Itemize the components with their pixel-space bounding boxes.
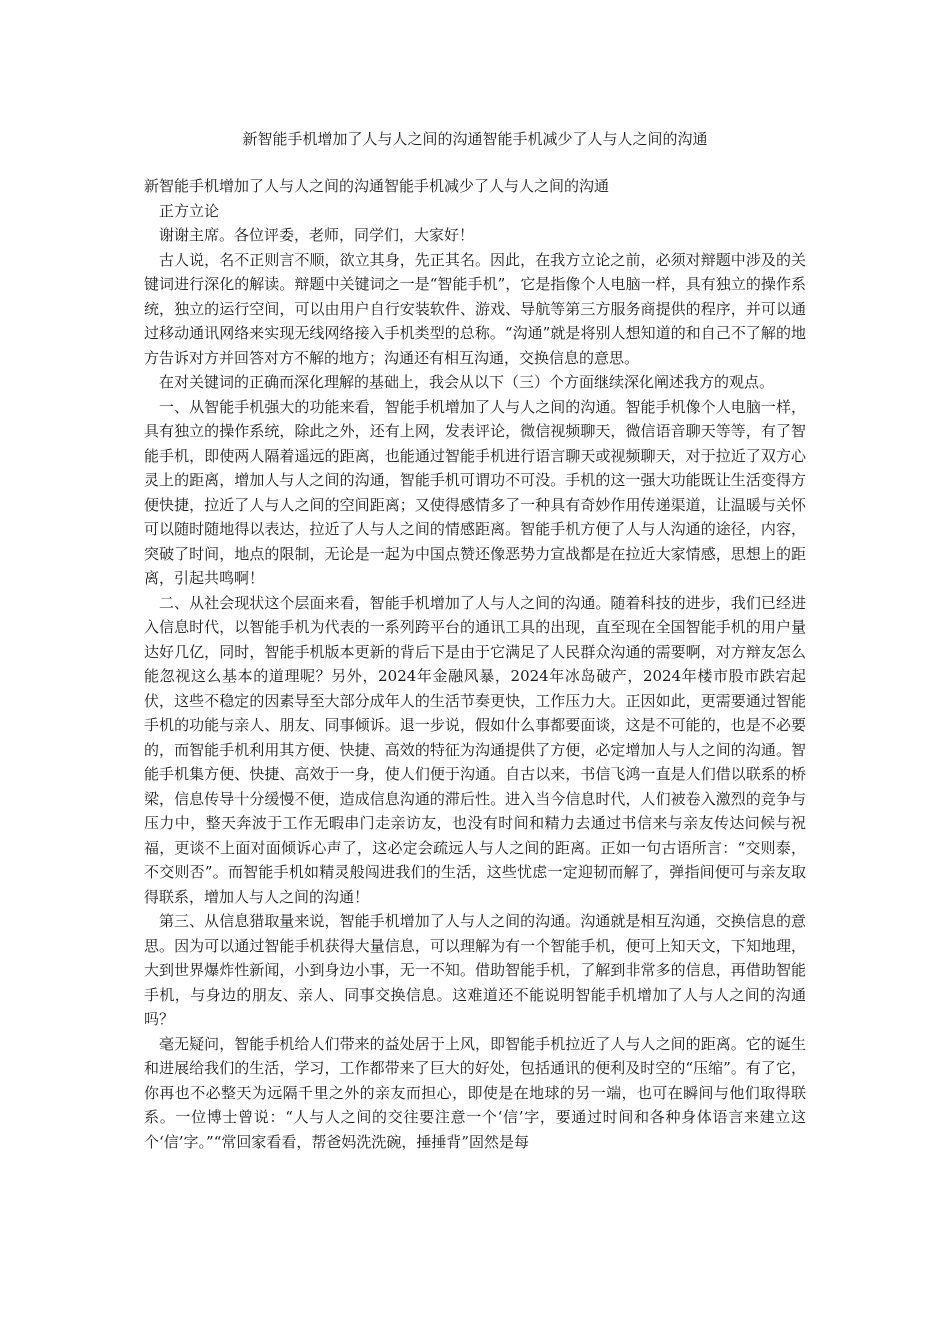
- paragraph-point-one: 一、从智能手机强大的功能来看，智能手机增加了人与人之间的沟通。智能手机像个人电脑一样，具有独立的操作系统，除此之外，还有上网，发表评论，微信视频聊天，微信语音聊天等等，有了智能手机，即使两人隔着遥远的距离，也能通过智能手机进行语言聊天或视频聊天，对于拉近了双方心灵上的距离，增加人与人之间的沟通，智能手机可谓功不可没。手机的这一强大功能既让生活变得方便快捷，拉近了人与人之间的空间距离；又使得感情多了一种具有奇妙作用传递渠道，让温暖与关怀可以随时随地得以表达，拉近了人与人之间的情感距离。智能手机方便了人与人沟通的途径，内容，突破了时间，地点的限制，无论是一起为中国点赞还像恶势力宣战都是在拉近大家情感，思想上的距离，引起共鸣啊！: [144, 397, 806, 587]
- document-body: [144, 174, 806, 1154]
- paragraph-point-three: 第三、从信息猎取量来说，智能手机增加了人与人之间的沟通。沟通就是相互沟通，交换信息的意思。因为可以通过智能手机获得大量信息，可以理解为有一个智能手机，便可上知天文，下知地理，大到世界爆炸性新闻，小到身边小事，无一不知。借助智能手机，了解到非常多的信息，再借助智能手机，与身边的朋友、亲人、同事交换信息。这难道还不能说明智能手机增加了人与人之间的沟通吗？: [144, 912, 806, 1028]
- page-title: 新智能手机增加了人与人之间的沟通智能手机减少了人与人之间的沟通: [242, 130, 708, 148]
- document-heading: 新智能手机增加了人与人之间的沟通智能手机减少了人与人之间的沟通: [144, 177, 610, 195]
- paragraph-point-two: 二、从社会现状这个层面来看，智能手机增加了人与人之间的沟通。随着科技的进步，我们已经进入信息时代，以智能手机为代表的一系列跨平台的通讯工具的出现，直至现在全国智能手机的用户量达好几亿，同时，智能手机版本更新的背后下是由于它满足了人民群众沟通的需要啊，对方辩友怎么能忽视这么基本的道理呢？另外，2024年金融风暴，2024年冰岛破产，2024年楼市股市跌宕起伏，这些不稳定的因素导至大部分成年人的生活节奏更快，工作压力大。正因如此，更需要通过智能手机的功能与亲人、朋友、同事倾诉。退一步说，假如什么事都要面谈，这是不可能的，也是不必要的，而智能手机利用其方便、快捷、高效的特征为沟通提供了方便，必定增加人与人之间的沟通。智能手机集方便、快捷、高效于一身，使人们便于沟通。自古以来，书信飞鸿一直是人们借以联系的桥梁，信息传导十分缓慢不便，造成信息沟通的滞后性。进入当今信息时代，人们被卷入激烈的竞争与压力中，整天奔波于工作无暇串门走亲访友，也没有时间和精力去通过书信来与亲友传达问候与祝福，更谈不上面对面倾诉心声了，这必定会疏远人与人之间的距离。正如一句古语所言：“交则泰，不交则否”。而智能手机如精灵般闯进我们的生活，这些忧虑一定迎韧而解了，弹指间便可与亲友取得联系，增加人与人之间的沟通！: [144, 593, 806, 906]
- paragraph-conclusion: 毫无疑问，智能手机给人们带来的益处居于上风，即智能手机拉近了人与人之间的距离。它的诞生和进展给我们的生活，学习，工作都带来了巨大的好处，包括通讯的便利及时空的“压缩”。有了它，你再也不必整天为远隔千里之外的亲友而担心，即使是在地球的另一端，也可在瞬间与他们取得联系。一位博士曾说：“人与人之间的交往要注意一个‘信’字，要通过时间和各种身体语言来建立这个‘信’字。”“常回家看看，帮爸妈洗洗碗，捶捶背”固然是每: [144, 1034, 806, 1151]
- paragraph-definitions: 古人说，名不正则言不顺，欲立其身，先正其名。因此，在我方立论之前，必须对辩题中涉及的关键词进行深化的解读。辩题中关键词之一是“智能手机”，它是指像个人电脑一样，具有独立的操作系统，独立的运行空间，可以由用户自行安装软件、游戏、导航等第三方服务商提供的程序，并可以通过移动通讯网络来实现无线网络接入手机类型的总称。“沟通”就是将别人想知道的和自己不了解的地方告诉对方并回答对方不解的地方；沟通还有相互沟通，交换信息的意思。: [144, 250, 806, 367]
- paragraph-outline: 在对关键词的正确而深化理解的基础上，我会从以下（三）个方面继续深化阐述我方的观点。: [159, 373, 775, 391]
- section-label: 正方立论: [159, 201, 220, 220]
- paragraph-greeting: 谢谢主席。各位评委，老师，同学们，大家好！: [159, 226, 475, 244]
